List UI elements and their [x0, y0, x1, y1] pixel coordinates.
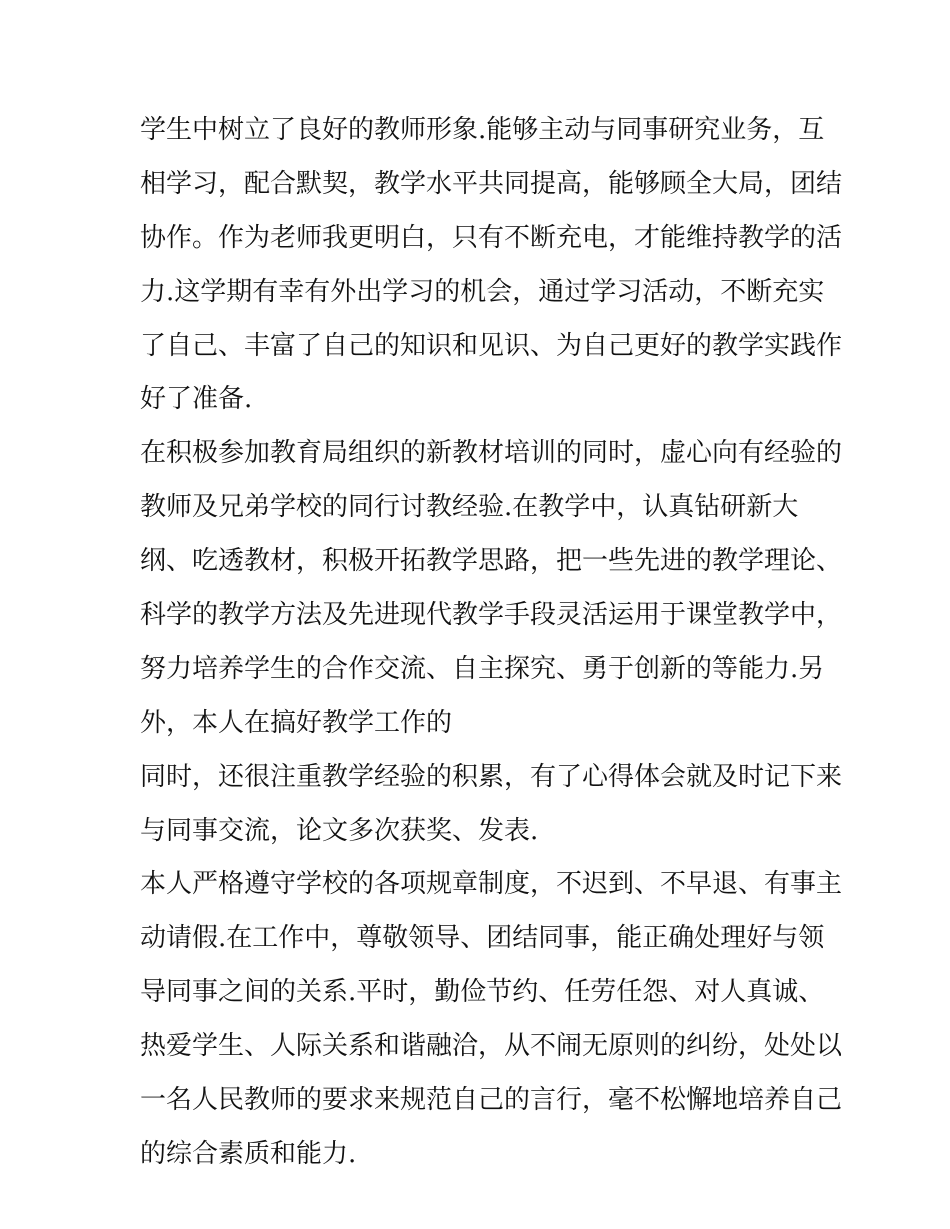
text-line-12: 外，本人在搞好教学工作的 — [140, 707, 453, 738]
text-line-8: 教师及兄弟学校的同行讨教经验.在教学中，认真钻研新大 — [140, 492, 799, 523]
text-line-10: 科学的教学方法及先进现代教学手段灵活运用于课堂教学中， — [140, 600, 843, 631]
text-line-17: 导同事之间的关系.平时，勤俭节约、任劳任怨、对人真诚、 — [140, 977, 825, 1008]
text-line-14: 与同事交流，论文多次获奖、发表. — [140, 815, 539, 846]
text-line-3: 协作。作为老师我更明白，只有不断充电，才能维持教学的活 — [140, 222, 843, 253]
text-line-4: 力.这学期有幸有外出学习的机会，通过学习活动，不断充实 — [140, 276, 825, 307]
text-line-19: 一名人民教师的要求来规范自己的言行，毫不松懈地培养自己 — [140, 1085, 843, 1116]
document-body — [140, 104, 843, 1182]
text-line-20: 的综合素质和能力. — [140, 1138, 357, 1169]
text-line-11: 努力培养学生的合作交流、自主探究、勇于创新的等能力.另 — [140, 653, 825, 684]
text-line-6: 好了准备. — [140, 384, 253, 415]
text-line-1: 学生中树立了良好的教师形象.能够主动与同事研究业务，互 — [140, 115, 825, 145]
text-line-13: 同时，还很注重教学经验的积累，有了心得体会就及时记下来 — [140, 761, 843, 792]
text-line-7: 在积极参加教育局组织的新教材培训的同时，虚心向有经验的 — [140, 438, 843, 469]
text-line-9: 纲、吃透教材，积极开拓教学思路，把一些先进的教学理论、 — [140, 546, 843, 577]
text-line-15: 本人严格遵守学校的各项规章制度，不迟到、不早退、有事主 — [140, 869, 843, 900]
text-line-2: 相学习，配合默契，教学水平共同提高，能够顾全大局，团结 — [140, 168, 843, 199]
text-line-18: 热爱学生、人际关系和谐融洽，从不闹无原则的纠纷，处处以 — [140, 1031, 843, 1062]
text-line-16: 动请假.在工作中，尊敬领导、团结同事，能正确处理好与领 — [140, 923, 825, 954]
text-line-5: 了自己、丰富了自己的知识和见识、为自己更好的教学实践作 — [140, 330, 843, 361]
